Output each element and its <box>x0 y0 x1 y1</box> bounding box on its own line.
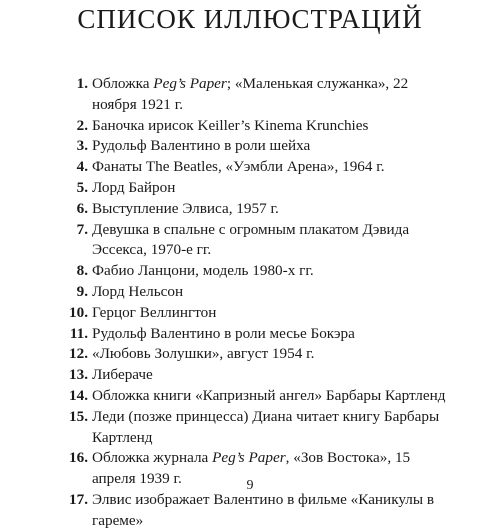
item-caption <box>92 283 183 300</box>
item-number: 16. <box>69 449 88 467</box>
item-caption <box>92 221 409 259</box>
item-number: 17. <box>69 490 88 508</box>
item-caption <box>92 408 439 446</box>
caption-text: , «Зов Востока», 15 апреля 1939 г. <box>92 449 411 488</box>
list-item <box>0 282 500 303</box>
item-caption <box>92 179 175 196</box>
item-number: 15. <box>69 407 88 425</box>
caption-text: «Любовь Золушки», август 1954 г. <box>92 345 315 363</box>
item-number: 13. <box>69 366 88 384</box>
item-number: 7. <box>76 220 88 238</box>
item-caption <box>92 75 408 113</box>
list-item <box>0 199 500 220</box>
item-caption <box>92 491 434 529</box>
caption-text: Лорд Нельсон <box>92 282 184 300</box>
item-caption <box>92 158 385 175</box>
illustrations-list <box>0 74 500 532</box>
list-item <box>0 74 500 116</box>
item-caption <box>92 117 368 134</box>
list-item <box>0 386 500 407</box>
italic-title: Peg’s Paper <box>153 75 227 92</box>
list-item <box>0 157 500 178</box>
caption-text: Элвис изображает Валентино в фильме «Каникулы в гареме» <box>92 490 435 529</box>
list-item <box>0 303 500 324</box>
item-number: 8. <box>76 262 88 280</box>
page-title: СПИСОК ИЛЛЮСТРАЦИЙ <box>77 4 423 34</box>
caption-text: Обложка <box>92 75 154 92</box>
caption-text: Выступление Элвиса, 1957 г. <box>92 199 279 217</box>
list-item <box>0 136 500 157</box>
list-item <box>0 220 500 262</box>
item-number: 5. <box>76 178 88 196</box>
item-number: 10. <box>69 303 88 321</box>
item-number: 1. <box>76 75 88 92</box>
item-number: 14. <box>69 386 88 404</box>
item-caption <box>92 325 355 342</box>
caption-text: Фабио Ланцони, модель 1980-х гг. <box>92 262 314 280</box>
item-number: 2. <box>76 116 88 134</box>
list-item <box>0 178 500 199</box>
list-item <box>0 261 500 282</box>
caption-text: Либераче <box>92 366 153 384</box>
item-number: 12. <box>69 345 88 363</box>
item-number: 11. <box>69 324 88 342</box>
item-caption <box>92 200 279 217</box>
item-number: 6. <box>76 199 88 217</box>
item-caption <box>92 366 153 383</box>
list-item <box>0 344 500 365</box>
caption-text: Фанаты The Beatles, «Уэмбли Арена», 1964 г. <box>92 158 385 176</box>
item-caption <box>92 304 216 321</box>
item-caption <box>92 345 314 362</box>
caption-text: Обложка книги «Капризный ангел» Барбары Картленд <box>92 386 446 404</box>
list-item <box>0 116 500 137</box>
item-number: 9. <box>76 282 88 300</box>
italic-title: Peg’s Paper <box>212 449 286 467</box>
item-number: 4. <box>76 158 88 176</box>
caption-text: Девушка в спальне с огромным плакатом Дэвида Эссекса, 1970-е гг. <box>92 220 410 259</box>
list-item <box>0 407 500 449</box>
item-caption <box>92 262 314 279</box>
page-number: 9 <box>246 478 254 493</box>
caption-text: Леди (позже принцесса) Диана читает книгу Барбары Картленд <box>92 407 440 446</box>
caption-text: ; «Маленькая служанка», 22 ноября 1921 г. <box>92 75 409 113</box>
list-item <box>0 365 500 386</box>
caption-text: Герцог Веллингтон <box>92 303 217 321</box>
item-number: 3. <box>76 137 88 155</box>
item-caption <box>92 137 310 154</box>
caption-text: Лорд Байрон <box>92 178 176 196</box>
list-item <box>0 490 500 532</box>
caption-text: Рудольф Валентино в роли месье Бокэра <box>92 324 355 342</box>
item-caption <box>92 387 445 404</box>
caption-text: Обложка журнала <box>92 449 213 467</box>
caption-text: Рудольф Валентино в роли шейха <box>92 137 311 155</box>
caption-text: Баночка ирисок Keiller’s Kinema Krunchies <box>92 116 369 134</box>
list-item <box>0 324 500 345</box>
